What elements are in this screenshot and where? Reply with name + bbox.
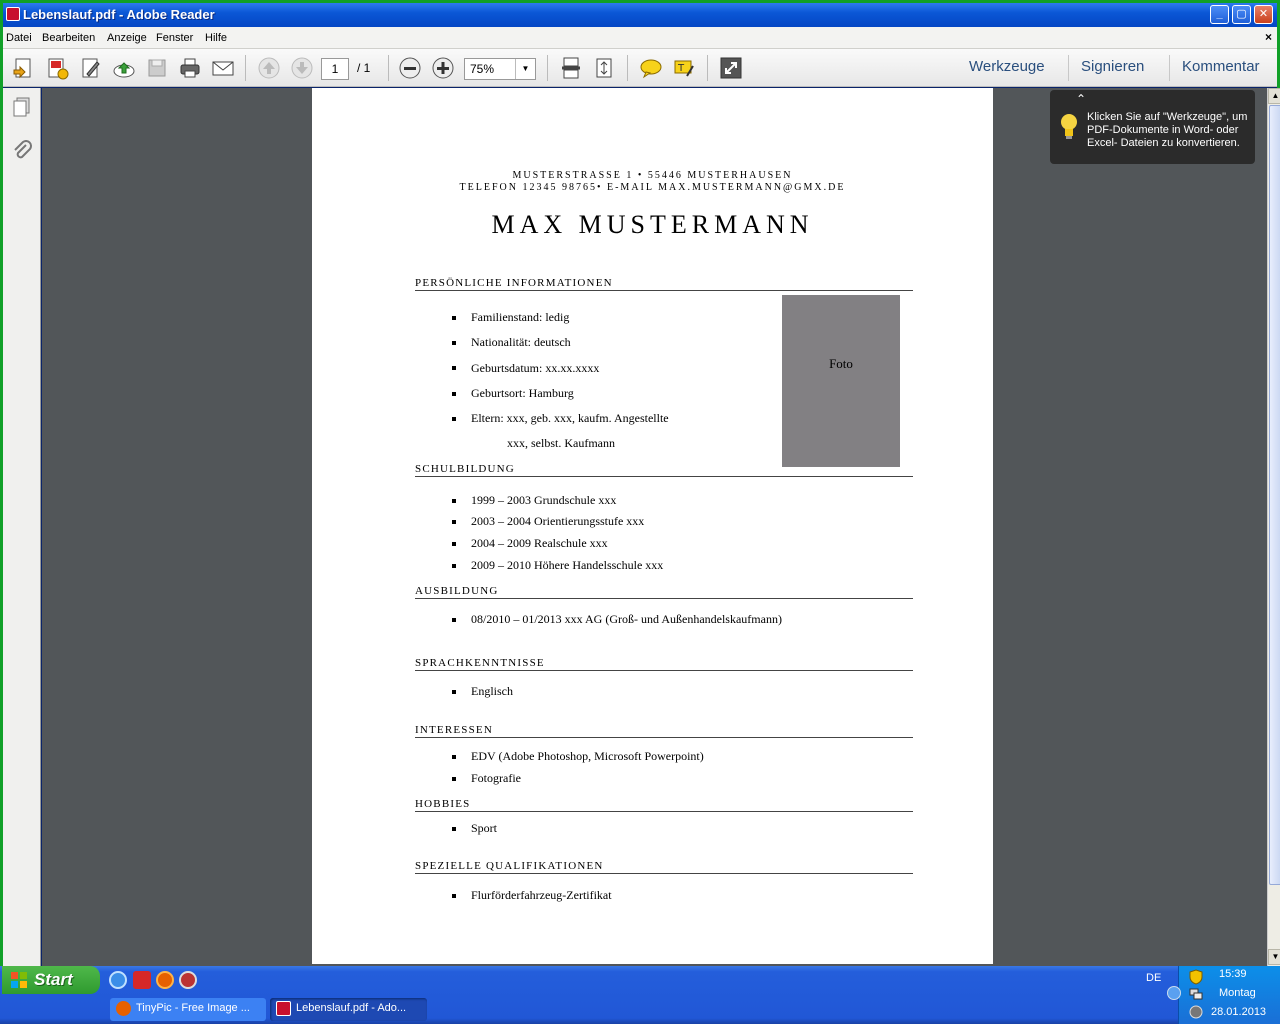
sync-icon[interactable] — [1189, 1005, 1203, 1019]
language-indicator[interactable]: DE — [1146, 972, 1162, 984]
attachments-icon[interactable] — [11, 140, 33, 162]
bullet — [452, 777, 456, 781]
minimize-button[interactable]: _ — [1210, 5, 1229, 24]
menu-bar — [3, 27, 1277, 49]
save-icon[interactable] — [145, 56, 169, 80]
list-item: 1999 – 2003 Grundschule xxx — [471, 493, 617, 507]
cloud-upload-icon[interactable] — [112, 56, 136, 80]
toolbar-separator — [627, 55, 628, 81]
page-number-input[interactable]: 1 — [321, 58, 349, 80]
task-label: Lebenslauf.pdf - Ado... — [296, 1002, 407, 1014]
highlight-icon[interactable] — [672, 56, 696, 80]
list-item: EDV (Adobe Photoshop, Microsoft Powerpoint) — [471, 749, 704, 763]
document-close-icon[interactable]: × — [1264, 30, 1272, 44]
list-item: 2004 – 2009 Realschule xxx — [471, 536, 608, 550]
previous-page-icon[interactable] — [257, 56, 281, 80]
fit-page-icon[interactable] — [592, 56, 616, 80]
chevron-up-icon[interactable]: ⌃ — [1076, 92, 1087, 106]
toolbar-separator — [388, 55, 389, 81]
scroll-up-icon[interactable]: ▲ — [1268, 88, 1280, 104]
list-item: 08/2010 – 01/2013 xxx AG (Groß- und Außenhandelskaufmann) — [471, 612, 782, 626]
bullet — [452, 618, 456, 622]
toolbar-separator — [547, 55, 548, 81]
chevron-left-icon[interactable] — [1167, 986, 1181, 1000]
comment-icon[interactable] — [639, 56, 663, 80]
bullet — [452, 542, 456, 546]
window-title: Lebenslauf.pdf - Adobe Reader — [23, 7, 215, 22]
bullet — [452, 316, 456, 320]
adobe-reader-quicklaunch-icon[interactable] — [133, 971, 151, 989]
clock-day: Montag — [1219, 987, 1256, 999]
zoom-in-icon[interactable] — [431, 56, 455, 80]
firefox-icon[interactable] — [156, 971, 174, 989]
bullet — [452, 341, 456, 345]
start-button[interactable] — [2, 966, 100, 994]
list-item: Fotografie — [471, 771, 521, 785]
menu-fenster[interactable]: Fenster — [156, 32, 194, 44]
close-button[interactable]: ✕ — [1254, 5, 1273, 24]
list-item: 2003 – 2004 Orientierungsstufe xxx — [471, 514, 645, 528]
lightbulb-icon — [1060, 112, 1078, 142]
vertical-scrollbar[interactable] — [1267, 88, 1280, 966]
bullet — [452, 417, 456, 421]
svg-text:T: T — [678, 63, 685, 74]
clock-time[interactable]: 15:39 — [1219, 968, 1247, 980]
list-item: Eltern: xxx, geb. xxx, kaufm. Angestellte — [471, 411, 669, 425]
adobe-reader-icon — [6, 7, 20, 21]
pdf-page — [312, 88, 993, 964]
menu-datei[interactable]: Datei — [6, 32, 32, 44]
windows-taskbar — [0, 966, 1280, 1024]
page-thumbnails-icon[interactable] — [11, 96, 33, 118]
applicant-name: MAX MUSTERMANN — [491, 210, 814, 239]
bullet — [452, 564, 456, 568]
list-item: 2009 – 2010 Höhere Handelsschule xxx — [471, 558, 664, 572]
open-icon[interactable] — [11, 56, 35, 80]
toolbar-separator — [245, 55, 246, 81]
firefox-icon — [116, 1001, 131, 1016]
comment-panel-link[interactable]: Kommentar — [1182, 58, 1260, 75]
toolbar-separator — [707, 55, 708, 81]
create-pdf-icon[interactable] — [45, 56, 69, 80]
list-item: Flurförderfahrzeug-Zertifikat — [471, 888, 612, 902]
fullscreen-icon[interactable] — [719, 56, 743, 80]
taskbar-item-lebenslauf[interactable] — [270, 998, 427, 1021]
print-icon[interactable] — [178, 56, 202, 80]
section-heading-training: AUSBILDUNG — [415, 585, 913, 599]
list-item: Geburtsort: Hamburg — [471, 386, 574, 400]
edit-pdf-icon[interactable] — [79, 56, 103, 80]
title-bar[interactable] — [3, 3, 1277, 27]
list-item: Nationalität: deutsch — [471, 335, 571, 349]
scroll-mode-icon[interactable] — [559, 56, 583, 80]
bullet — [452, 827, 456, 831]
bullet — [452, 755, 456, 759]
menu-hilfe[interactable]: Hilfe — [205, 32, 228, 44]
adobe-reader-icon — [276, 1001, 291, 1016]
section-heading-personal: PERSÖNLICHE INFORMATIONEN — [415, 277, 913, 291]
media-player-icon[interactable] — [179, 971, 197, 989]
page-total: / 1 — [357, 61, 371, 75]
bullet — [452, 894, 456, 898]
windows-logo-icon — [11, 972, 27, 988]
list-item: Familienstand: ledig — [471, 310, 570, 324]
bullet — [452, 690, 456, 694]
task-label: TinyPic - Free Image ... — [136, 1002, 250, 1014]
section-heading-qualifications: SPEZIELLE QUALIFIKATIONEN — [415, 860, 913, 874]
system-tray — [1178, 966, 1280, 1024]
contact-line: TELEFON 12345 98765• E-MAIL MAX.MUSTERMANN@GMX.DE — [459, 182, 846, 193]
list-item-continuation: xxx, selbst. Kaufmann — [507, 436, 615, 450]
sign-panel-link[interactable]: Signieren — [1081, 58, 1145, 75]
taskbar-item-tinypic[interactable] — [110, 998, 266, 1021]
bullet — [452, 366, 456, 370]
photo-placeholder: Foto — [782, 295, 900, 467]
start-label: Start — [34, 970, 73, 989]
tools-panel-link[interactable]: Werkzeuge — [969, 58, 1045, 75]
section-heading-school: SCHULBILDUNG — [415, 463, 913, 477]
menu-bearbeiten[interactable]: Bearbeiten — [42, 32, 96, 44]
bullet — [452, 520, 456, 524]
toolbar-separator — [1068, 55, 1069, 81]
scroll-down-icon[interactable]: ▼ — [1268, 949, 1280, 965]
section-heading-hobbies: HOBBIES — [415, 798, 913, 812]
internet-explorer-icon[interactable] — [109, 971, 127, 989]
section-heading-interests: INTERESSEN — [415, 724, 913, 738]
maximize-button[interactable]: ▢ — [1232, 5, 1251, 24]
clock-date: 28.01.2013 — [1211, 1006, 1267, 1018]
main-toolbar — [3, 49, 1277, 87]
menu-anzeige[interactable]: Anzeige — [107, 32, 147, 44]
bullet — [452, 499, 456, 503]
address-line: MUSTERSTRASSE 1 • 55446 MUSTERHAUSEN — [512, 170, 793, 181]
zoom-level-select[interactable] — [464, 58, 536, 80]
email-icon[interactable] — [211, 56, 235, 80]
navigation-pane — [3, 88, 41, 966]
tools-tooltip[interactable] — [1050, 90, 1255, 164]
scroll-thumb[interactable] — [1269, 105, 1280, 885]
list-item: Sport — [471, 821, 498, 835]
tooltip-text: Klicken Sie auf "Werkzeuge", um PDF-Dokumente in Word- oder Excel- Dateien zu konvertieren. — [1087, 111, 1248, 149]
bullet — [452, 392, 456, 396]
zoom-out-icon[interactable] — [398, 56, 422, 80]
chevron-down-icon[interactable]: ▼ — [515, 59, 535, 79]
list-item: Englisch — [471, 684, 513, 698]
next-page-icon[interactable] — [290, 56, 314, 80]
security-shield-icon[interactable] — [1189, 969, 1203, 985]
zoom-level-value: 75% — [470, 62, 495, 76]
network-icon[interactable] — [1189, 987, 1203, 1001]
section-heading-languages: SPRACHKENNTNISSE — [415, 657, 913, 671]
list-item: Geburtsdatum: xx.xx.xxxx — [471, 361, 600, 375]
toolbar-separator — [1169, 55, 1170, 81]
